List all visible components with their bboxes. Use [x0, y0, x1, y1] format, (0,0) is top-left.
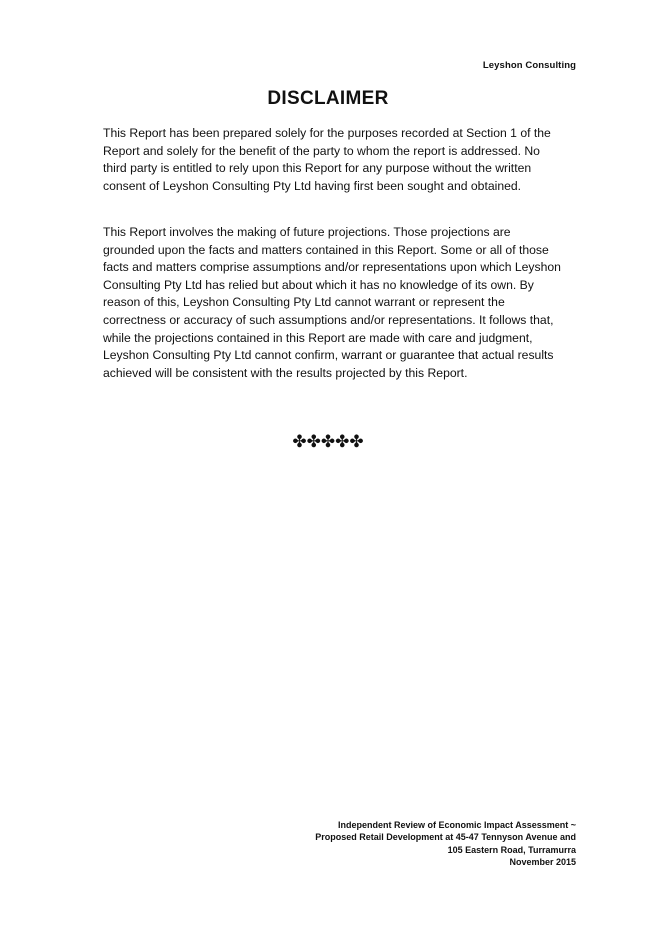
disclaimer-paragraph-1: This Report has been prepared solely for the purposes recorded at Section 1 of the Report and solely for the benefit of the party to whom the report is addressed. No third party is entitled to rely upon this Report for any purpose without the written consent of Leyshon Consulting Pty Ltd having first been sought and obtained.: [103, 126, 551, 193]
footer-line-2: Proposed Retail Development at 45-47 Tennyson Avenue and: [315, 832, 576, 843]
page-title: DISCLAIMER: [267, 88, 389, 109]
footer-line-3: 105 Eastern Road, Turramurra: [447, 844, 576, 855]
disclaimer-paragraph-2: This Report involves the making of future projections. Those projections are grounded upon the facts and matters contained in this Report. Some or all of those facts and matters comprise assumptions and/or representations upon which Leyshon Consulting Pty Ltd has relied but about which it has no knowledge of its own. By reason of this, Leyshon Consulting Pty Ltd cannot warrant or represent the correctness or accuracy of such assumptions and/or representations. It follows that, while the projections contained in this Report are made with care and judgment, Leyshon Consulting Pty Ltd cannot confirm, warrant or guarantee that actual results achieved will be consistent with the results projected by this Report.: [103, 225, 561, 380]
header-company-name: Leyshon Consulting: [482, 60, 576, 71]
footer-line-4: November 2015: [509, 856, 576, 867]
section-end-ornament: ✤✤✤✤✤: [292, 432, 364, 452]
footer-report-info: [315, 819, 576, 868]
footer-line-1: Independent Review of Economic Impact Assessment ~: [338, 820, 576, 830]
